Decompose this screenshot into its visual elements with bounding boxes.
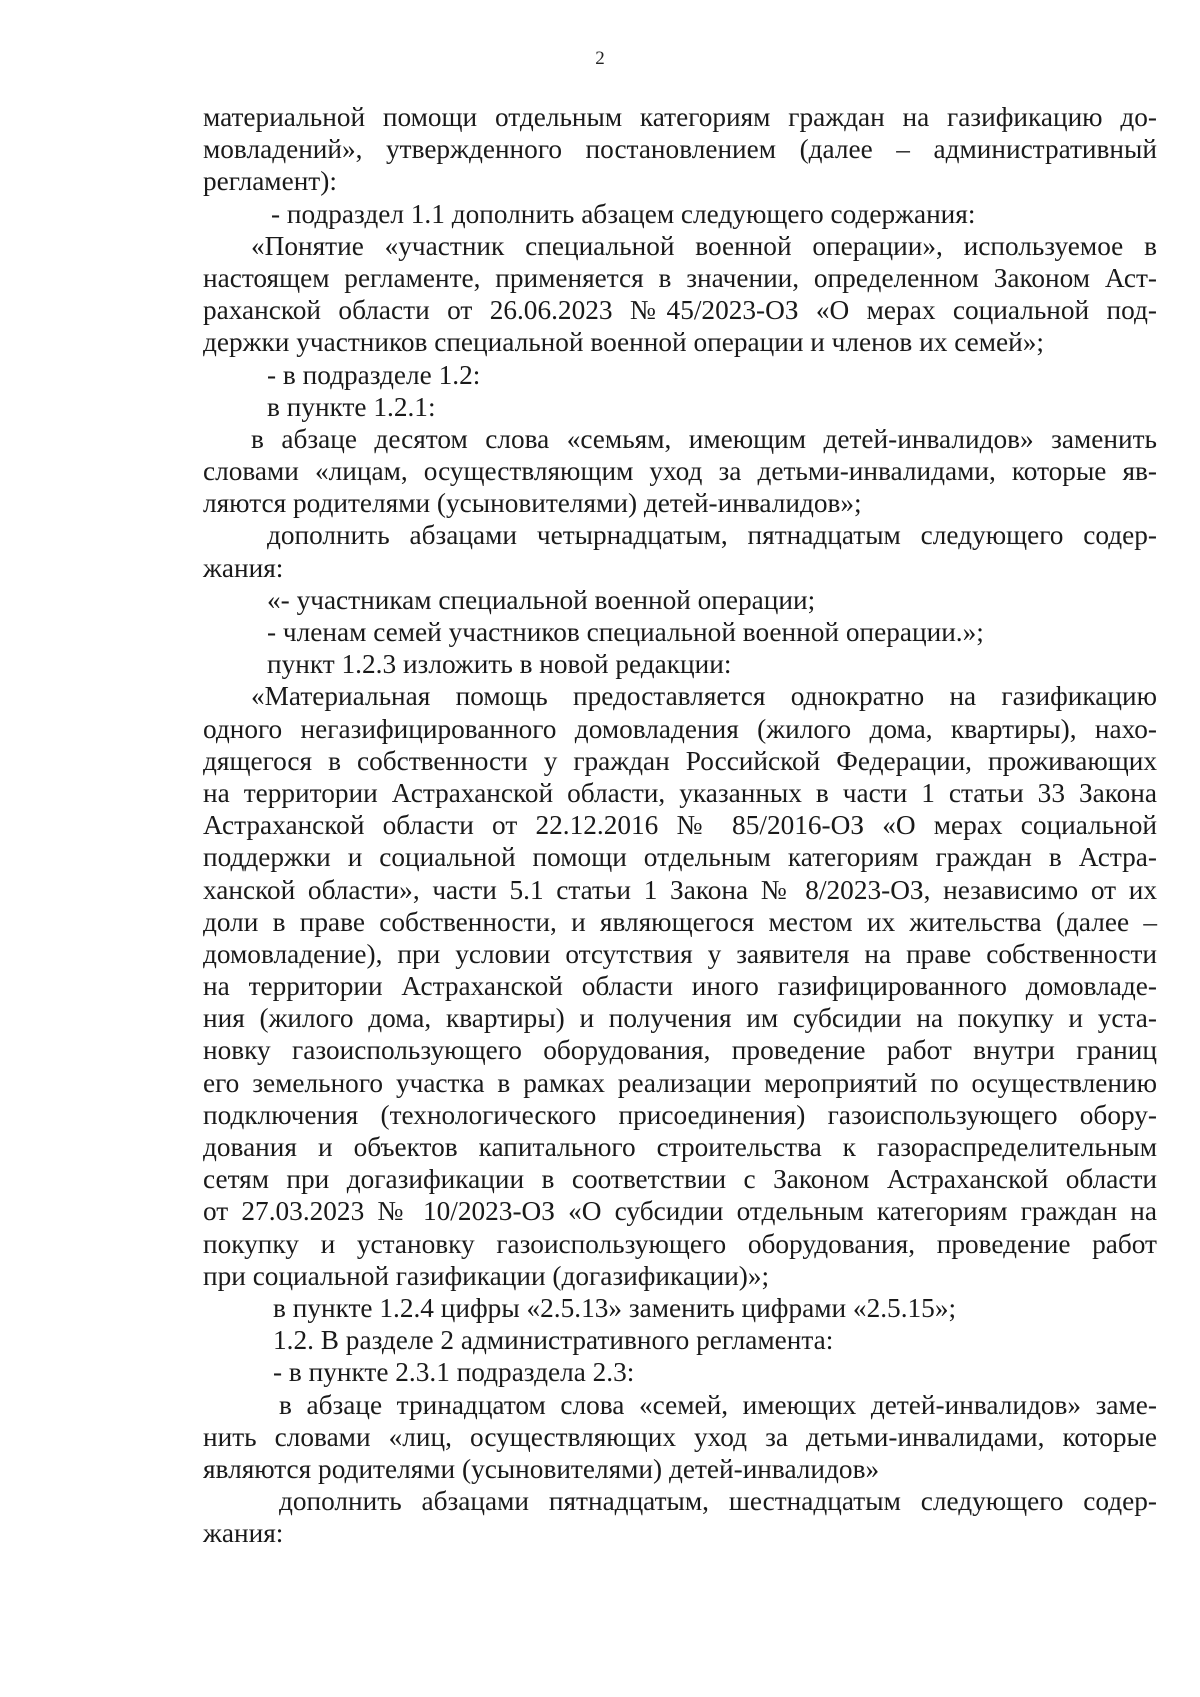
text-line: - подраздел 1.1 дополнить абзацем следующего содержания:	[271, 198, 976, 229]
text-line: при социальной газификации (догазификации)»;	[203, 1260, 770, 1291]
text-line: пункт 1.2.3 изложить в новой редакции:	[267, 649, 732, 680]
text-line: ляются родителями (усыновителями) детей-инвалидов»;	[203, 488, 862, 519]
text-line: «- участникам специальной военной операции;	[267, 584, 816, 615]
text-line: ханской области», части 5.1 статьи 1 Закона № 8/2023-ОЗ, независимо от их	[203, 874, 1157, 905]
text-line: доли в праве собственности, и являющегося местом их жительства (далее –	[203, 906, 1157, 937]
text-line: в пункте 1.2.4 цифры «2.5.13» заменить цифрами «2.5.15»;	[273, 1292, 957, 1323]
text-line: в абзаце тринадцатом слова «семей, имеющих детей-инвалидов» заме-	[279, 1389, 1157, 1420]
text-line: в абзаце десятом слова «семьям, имеющим детей-инвалидов» заменить	[251, 423, 1157, 454]
text-line: - в подразделе 1.2:	[267, 359, 481, 390]
text-line: «Понятие «участник специальной военной операции», используемое в	[251, 230, 1157, 261]
text-line: его земельного участка в рамках реализации мероприятий по осуществлению	[203, 1067, 1157, 1098]
text-line: в пункте 1.2.1:	[267, 391, 436, 422]
text-line: подключения (технологического присоединения) газоиспользующего обору-	[203, 1099, 1157, 1130]
text-line: раханской области от 26.06.2023 №45/2023-ОЗ «О мерах социальной под-	[203, 295, 1157, 326]
text-line: - членам семей участников специальной военной операции.»;	[267, 617, 984, 647]
text-line: домовладение), при условии отсутствия у заявителя на праве собственности	[203, 938, 1157, 969]
text-line: одного негазифицированного домовладения (жилого дома, квартиры), нахо-	[203, 713, 1157, 744]
text-line: 1.2. В разделе 2 административного регламента:	[273, 1325, 834, 1356]
text-line: нить словами «лиц, осуществляющих уход за детьми-инвалидами, которые	[203, 1421, 1157, 1452]
text-line: жания:	[203, 1518, 284, 1549]
text-line: дополнить абзацами четырнадцатым, пятнадцатым следующего содер-	[267, 520, 1157, 551]
document-body	[203, 101, 1157, 1549]
text-line: на территории Астраханской области иного газифицированного домовладе-	[203, 971, 1157, 1002]
text-line: поддержки и социальной помощи отдельным категориям граждан в Астра-	[203, 842, 1157, 873]
page-number: 2	[595, 48, 605, 69]
text-line: жания:	[203, 552, 284, 583]
text-line: дополнить абзацами пятнадцатым, шестнадцатым следующего содер-	[279, 1486, 1157, 1517]
text-line: материальной помощи отдельным категориям граждан на газификацию до-	[203, 102, 1157, 132]
text-line: - в пункте 2.3.1 подраздела 2.3:	[273, 1357, 635, 1388]
text-line: новку газоиспользующего оборудования, проведение работ внутри границ	[203, 1035, 1157, 1066]
text-line: держки участников специальной военной операции и членов их семей»;	[203, 327, 1044, 358]
text-line: являются родителями (усыновителями) детей-инвалидов»	[203, 1453, 880, 1484]
text-line: Астраханской области от 22.12.2016 № 85/2016-ОЗ «О мерах социальной	[203, 810, 1157, 841]
text-line: покупку и установку газоиспользующего оборудования, проведение работ	[203, 1228, 1157, 1259]
text-line: «Материальная помощь предоставляется однократно на газификацию	[251, 681, 1157, 712]
text-line: настоящем регламенте, применяется в значении, определенном Законом Аст-	[203, 262, 1157, 293]
text-line: ния (жилого дома, квартиры) и получения им субсидии на покупку и уста-	[203, 1003, 1157, 1034]
text-line: от 27.03.2023 № 10/2023-ОЗ «О субсидии отдельным категориям граждан на	[203, 1196, 1157, 1227]
text-line: на территории Астраханской области, указанных в части 1 статьи 33 Закона	[203, 777, 1157, 808]
text-line: регламент):	[203, 166, 337, 197]
text-line: словами «лицам, осуществляющим уход за детьми-инвалидами, которые яв-	[203, 456, 1157, 487]
text-line: мовладений», утвержденного постановлением (далее – административный	[203, 134, 1157, 165]
text-line: сетям при догазификации в соответствии с Законом Астраханской области	[203, 1164, 1157, 1195]
text-line: дования и объектов капитального строительства к газораспределительным	[203, 1132, 1157, 1162]
text-line: дящегося в собственности у граждан Российской Федерации, проживающих	[203, 745, 1157, 776]
